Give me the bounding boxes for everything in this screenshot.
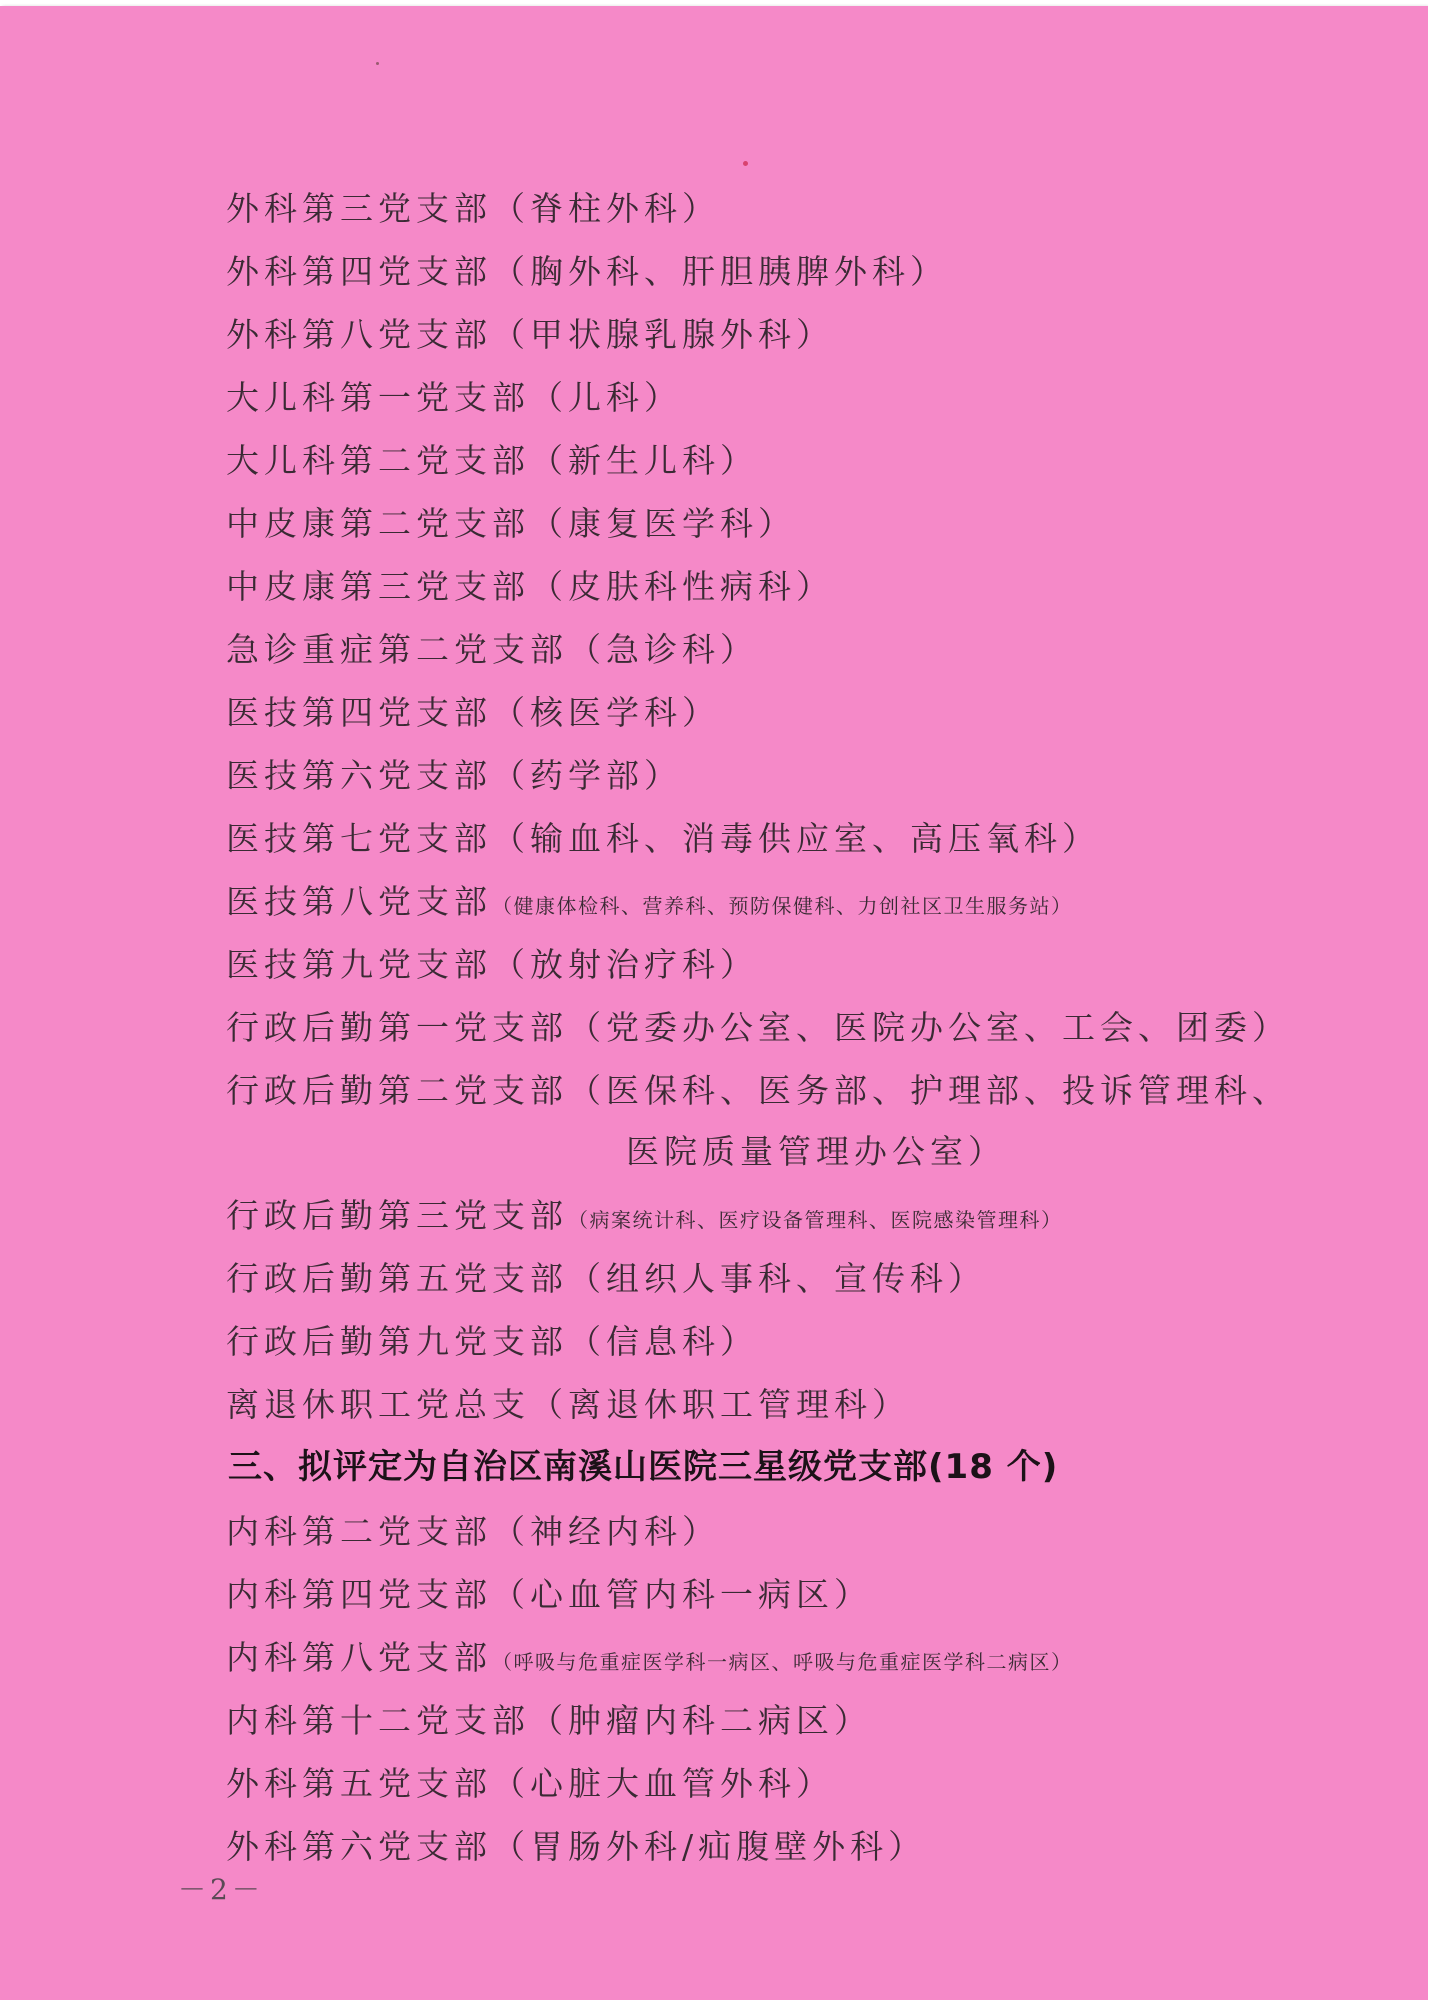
branch-dept: （新生儿科）: [530, 441, 758, 480]
list-item: [226, 1071, 1290, 1111]
branch-name: 行政后勤第三党支部: [226, 1196, 568, 1235]
list-item: [226, 504, 796, 544]
list-item: [226, 1701, 872, 1741]
branch-dept: （神经内科）: [492, 1512, 720, 1551]
list-item: [226, 1008, 1290, 1048]
branch-dept: （药学部）: [492, 756, 682, 795]
branch-dept: （放射治疗科）: [492, 945, 758, 984]
branch-name: 内科第八党支部: [226, 1638, 492, 1677]
list-item: [226, 378, 682, 418]
branch-name: 大儿科第二党支部: [226, 441, 530, 480]
branch-dept: （胸外科、肝胆胰脾外科）: [492, 252, 948, 291]
list-item: [226, 1385, 910, 1425]
branch-name: 医技第八党支部: [226, 882, 492, 921]
branch-dept: （病案统计科、医疗设备管理科、医院感染管理科）: [568, 1208, 1063, 1232]
branch-dept: （输血科、消毒供应室、高压氧科）: [492, 819, 1100, 858]
branch-dept: （核医学科）: [492, 693, 720, 732]
branch-name: 医技第七党支部: [226, 819, 492, 858]
branch-name: 医技第九党支部: [226, 945, 492, 984]
branch-name: 行政后勤第九党支部: [226, 1322, 568, 1361]
branch-name: 行政后勤第五党支部: [226, 1259, 568, 1298]
branch-dept: （甲状腺乳腺外科）: [492, 315, 834, 354]
branch-dept: （胃肠外科/疝腹壁外科）: [492, 1827, 927, 1866]
document-page: [0, 6, 1428, 2000]
branch-name: 离退休职工党总支: [226, 1385, 530, 1424]
branch-dept: （儿科）: [530, 378, 682, 417]
list-item: [226, 945, 758, 985]
ink-speck: [376, 62, 379, 65]
branch-dept: 医院质量管理办公室）: [626, 1132, 1006, 1171]
branch-name: 外科第五党支部: [226, 1764, 492, 1803]
list-item: [226, 315, 834, 355]
list-item: [226, 1322, 758, 1362]
list-item: [226, 1827, 926, 1867]
branch-name: 内科第二党支部: [226, 1512, 492, 1551]
branch-name: 行政后勤第二党支部: [226, 1071, 568, 1110]
list-item: [226, 756, 682, 796]
branch-dept: （离退休职工管理科）: [530, 1385, 910, 1424]
branch-dept: （康复医学科）: [530, 504, 796, 543]
list-item: [226, 819, 1100, 859]
list-item: [226, 882, 1073, 926]
page-number: －2－: [178, 1873, 264, 1906]
branch-dept: （党委办公室、医院办公室、工会、团委）: [568, 1008, 1290, 1047]
branch-dept: （组织人事科、宣传科）: [568, 1259, 986, 1298]
list-item: [226, 189, 720, 229]
branch-dept: （肿瘤内科二病区）: [530, 1701, 872, 1740]
section-heading: 三、拟评定为自治区南溪山医院三星级党支部(18 个): [228, 1447, 1059, 1487]
branch-dept: （医保科、医务部、护理部、投诉管理科、: [568, 1071, 1290, 1110]
branch-dept: （脊柱外科）: [492, 189, 720, 228]
list-item: [226, 1259, 986, 1299]
branch-name: 内科第十二党支部: [226, 1701, 530, 1740]
branch-name: 外科第四党支部: [226, 252, 492, 291]
branch-name: 急诊重症第二党支部: [226, 630, 568, 669]
list-item: [226, 1512, 720, 1552]
branch-dept: （心脏大血管外科）: [492, 1764, 834, 1803]
branch-name: 医技第四党支部: [226, 693, 492, 732]
list-item: [226, 1764, 834, 1804]
list-item: [226, 441, 758, 481]
list-item: [226, 252, 948, 292]
list-item: [226, 693, 720, 733]
list-item: [226, 1575, 872, 1615]
branch-dept: （信息科）: [568, 1322, 758, 1361]
branch-name: 行政后勤第一党支部: [226, 1008, 568, 1047]
branch-dept: （急诊科）: [568, 630, 758, 669]
list-item: [226, 567, 834, 607]
branch-dept: （呼吸与危重症医学科一病区、呼吸与危重症医学科二病区）: [492, 1650, 1073, 1674]
list-item: [226, 630, 758, 670]
branch-name: 大儿科第一党支部: [226, 378, 530, 417]
branch-name: 医技第六党支部: [226, 756, 492, 795]
ink-speck: [743, 161, 748, 166]
branch-name: 外科第三党支部: [226, 189, 492, 228]
branch-name: 外科第八党支部: [226, 315, 492, 354]
branch-name: 中皮康第二党支部: [226, 504, 530, 543]
scan-margin: [1428, 0, 1455, 2000]
branch-name: 中皮康第三党支部: [226, 567, 530, 606]
branch-name: 外科第六党支部: [226, 1827, 492, 1866]
list-item: [226, 1196, 1063, 1240]
list-item: [226, 1638, 1073, 1682]
branch-dept: （健康体检科、营养科、预防保健科、力创社区卫生服务站）: [492, 894, 1073, 918]
branch-dept: （心血管内科一病区）: [492, 1575, 872, 1614]
branch-name: 内科第四党支部: [226, 1575, 492, 1614]
branch-dept: （皮肤科性病科）: [530, 567, 834, 606]
list-item-continuation: [626, 1132, 1006, 1172]
